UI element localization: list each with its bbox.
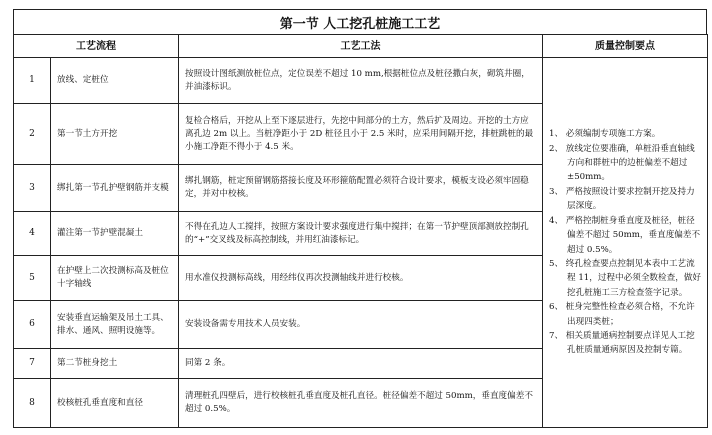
row-method: 绑扎钢筋，桩定预留钢筋搭接长度及环形箍筋配置必须符合设计要求，模板支设必须牢固稳定，并对中校核。 xyxy=(179,165,543,212)
qc-item: 7、 相关质量通病控制要点详见人工挖孔桩质量通病原因及控制专篇。 xyxy=(549,330,695,356)
row-number: 5 xyxy=(14,256,51,301)
row-method: 复检合格后，开挖从上至下逐层进行，先挖中间部分的土方，然后扩及周边。开挖的土方应离孔边 2m 以上。当桩净距小于 2D 桩径且小于 2.5 米时，应采用间隔开挖，排桩跳桩的最小施工净距不得小于 4.5 米。 xyxy=(179,104,543,165)
header-method: 工艺工法 xyxy=(179,35,543,58)
table-title: 第一节 人工挖孔桩施工工艺 xyxy=(13,9,707,34)
qc-item: 2、 放线定位要准确，单桩沿垂直轴线方向和群桩中的边桩偏差不超过±50mm。 xyxy=(549,143,695,183)
row-step: 校核桩孔垂直度和直径 xyxy=(51,379,179,428)
row-number: 4 xyxy=(14,212,51,256)
qc-item: 1、 必须编制专项施工方案。 xyxy=(549,129,661,140)
row-step: 在护壁上二次投测标高及桩位十字轴线 xyxy=(51,256,179,301)
row-number: 3 xyxy=(14,165,51,212)
qc-item: 6、 桩身完整性检查必须合格，不允许出现四类桩； xyxy=(549,302,695,327)
qc-list xyxy=(549,127,701,358)
row-method: 清理桩孔四壁后，进行校核桩孔垂直度及桩孔直径。桩径偏差不超过 50mm，垂直度偏差不超过 0.5%。 xyxy=(179,379,543,428)
row-method: 不得在孔边人工搅拌，按照方案设计要求强度进行集中搅拌；在第一节护壁顶部测放控制孔的“+”交叉线及标高控制线，并用红油漆标记。 xyxy=(179,212,543,256)
qc-points-cell xyxy=(543,58,708,428)
row-number: 7 xyxy=(14,349,51,379)
qc-item: 3、 严格按照设计要求控制开挖及持力层深度。 xyxy=(549,186,695,212)
qc-item: 4、 严格控制桩身垂直度及桩径，桩径偏差不超过 50mm，垂直度偏差不超过 0.5%。 xyxy=(549,215,701,255)
row-step: 放线、定桩位 xyxy=(51,58,179,104)
row-step: 第一节土方开挖 xyxy=(51,104,179,165)
qc-item: 5、 终孔检查要点控制见本表中工艺流程 11，过程中必须全数检查，做好挖孔桩施工三方检查签字记录。 xyxy=(549,258,701,298)
row-method: 用水准仪投测标高线，用经纬仪再次投测轴线并进行校核。 xyxy=(179,256,543,301)
row-step: 安装垂直运输架及吊土工具、排水、通风、照明设施等。 xyxy=(51,301,179,349)
row-number: 1 xyxy=(14,58,51,104)
row-method: 按照设计图纸测放桩位点，定位误差不超过 10 mm,根据桩位点及桩径撒白灰，砌筑井圈，并油漆标识。 xyxy=(179,58,543,104)
header-step: 工艺流程 xyxy=(14,35,179,58)
row-number: 6 xyxy=(14,301,51,349)
header-qc: 质量控制要点 xyxy=(543,35,708,58)
process-table xyxy=(13,34,708,428)
header-row xyxy=(14,35,708,58)
document-table xyxy=(13,9,707,428)
row-number: 2 xyxy=(14,104,51,165)
row-step: 绑扎第一节孔护壁钢筋并支模 xyxy=(51,165,179,212)
row-step: 灌注第一节护壁混凝土 xyxy=(51,212,179,256)
row-method: 同第 2 条。 xyxy=(179,349,543,379)
row-step: 第二节桩身挖土 xyxy=(51,349,179,379)
row-method: 安装设备需专用技术人员安装。 xyxy=(179,301,543,349)
table-row xyxy=(14,58,708,104)
row-number: 8 xyxy=(14,379,51,428)
